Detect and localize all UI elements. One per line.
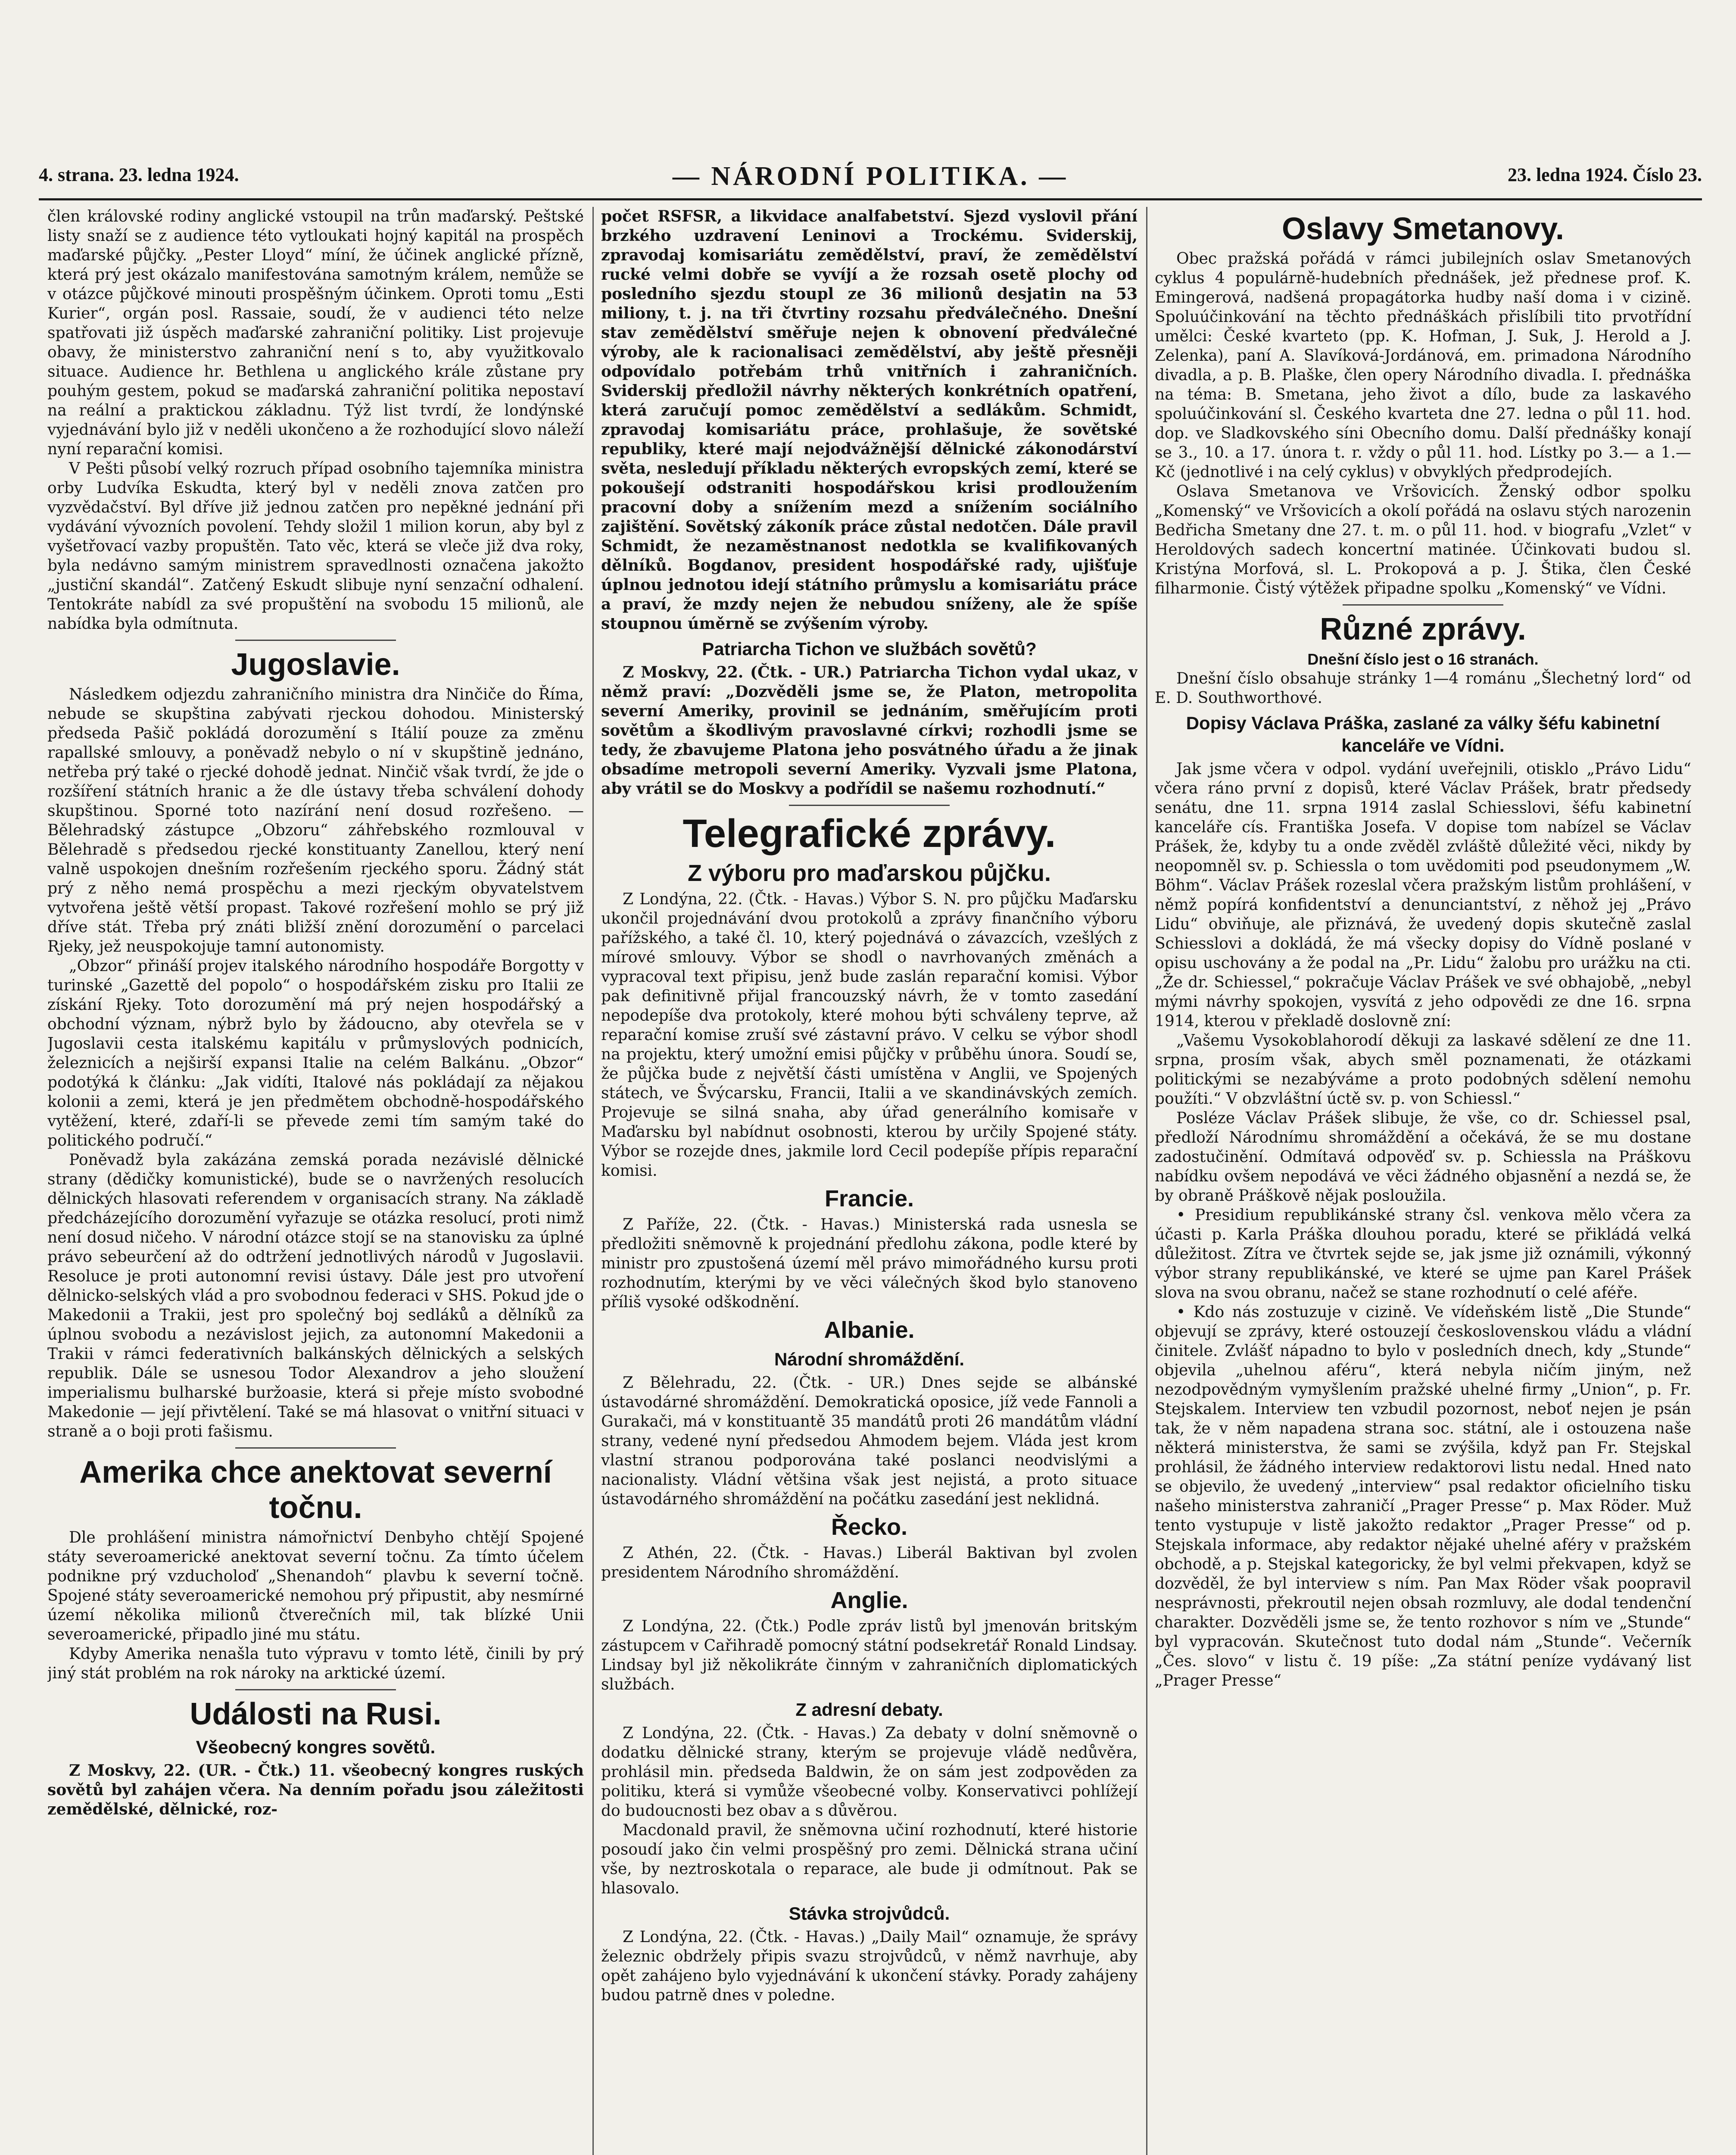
article-continuation: počet RSFSR, a likvidace analfabetství. Sjezd vyslovil přání brzkého uzdravení Leninovi a Trockému. Sviderskij, zpravodaj komisariátu zemědělství, praví, že zemědělství rucké velmi dobře se vyvíjí a že rozsah osetě plochy od posledního sjezdu stoupl ze 36 milionů desjatin na 53 miliony, t. j. na tři čtvrtiny rozsahu předválečného. Dnešní stav zemědělství směřuje nejen k obnovení předválečné výroby, ale k racionalisaci zemědělství, aby ještě přesněji odpovídalo potřebám trhů vnitřních i zahraničních. Sviderskij předložil návrhy některých konkrétních opatření, která zaručují pomoc zemědělství a sedlákům. Schmidt, zpravodaj komisariátu práce, prohlašuje, že sovětské republiky, které mají nejodvážnější dělnické zákonodárství světa, nesledují příkladu některých evropských zemí, které se pokoušejí odstraniti hospodářskou krisi prodloužením pracovní doby a snížením mezd a snížením sociálního zajištění. Sovětský zákoník práce zůstal nedotčen. Dále pravil Schmidt, že nezaměstnanost nedotkla se kvalifikovaných dělníků. Bogdanov, president hospodářské rady, ujišťuje úplnou jednotou idejí státního průmyslu a komisariátu práce a praví, že mzdy nejen že nebudou sníženy, ale že spíše stoupnou úměrně se zvýšením výroby. (601, 207, 1138, 633)
column-separator (1146, 207, 1147, 2155)
paragraph: Z Moskvy, 22. (UR. - Čtk.) 11. všeobecný kongres ruských sovětů byl zahájen včera. Na denním pořadu jsou záležitosti zemědělské, dělnické, roz- (47, 1761, 584, 1818)
paragraph: Obec pražská pořádá v rámci jubilejních oslav Smetanových cyklus 4 populárně-hudebních přednášek, jež přednese prof. K. Emingerová, nadšená propagátorka hudby naší doma i v cizině. Spoluúčinkování na těchto přednáškách přislíbili tito prvotřídní umělci: České kvarteto (pp. K. Hofman, J. Suk, J. Herold a J. Zelenka), paní A. Slavíková-Jordánová, em. primadona Národního divadla, a p. B. Plaške, člen opery Národního divadla. I. přednáška na téma: B. Smetana, jeho život a dílo, bude za laskavého spoluúčinkování sl. Českého kvarteta dne 27. ledna o půl 11. hod. dop. ve Sladkovského síni Obecního domu. Další přednášky konají se 3., 10. a 17. února t. r. vždy o půl 11. hod. Lístky po 3.— a 1.— Kč (jednotlivé i na celý cyklus) v obvyklých předprodejích. (1155, 250, 1691, 481)
heading-anglie: Anglie. (830, 1587, 908, 1613)
heading-jugoslavie: Jugoslavie. (231, 647, 400, 682)
paragraph: Poněvadž byla zakázána zemská porada nezávislé dělnické strany (dědičky komunistické), bude se o navržených resolucích dělnických hlasovati referendem v organisacích strany. Na základě předcházejícího dorozumění vyřazuje se otázka resolucí, proti nimž není dosud ničeho. V národní otázce stojí se na stanovisku za úplné právo sebeurčení až do odtržení jednotlivých národů v Jugoslavii. Resoluce je proti autonomní revisi ústavy. Dále jest pro utvoření dělnicko-selských vlád a pro svobodnou federaci v SHS. Pokud jde o Makedonii a Trakii, jest pro společný boj sedláků a dělníků za úplnou svobodu a nezávislost jejich, za autonomní Makedonii a Trakii v rámci federativních balkánských dělnických a selských republik. Dále se usnesou Todor Alexandrov a jeho sloužení imperialismu bulharské buržoasie, která si přeje místo svobodné Makedonie — její přivtělení. Také se má hlasovat o vnitřní situaci v straně a o boji proti fašismu. (47, 1151, 584, 1440)
paragraph: • Presidium republikánské strany čsl. venkova mělo včera za účasti p. Karla Práška dlouhou poradu, které se přikládá velká důležitost. Zítra ve čtvrtek sejde se, jak jsme již oznámili, výkonný výbor strany republikánské, ve které se ujme pan Karel Prášek slova na svou obranu, načež se stane rozhodnutí o celé aféře. (1155, 1206, 1691, 1302)
subheading-madarska-pujcka: Z výboru pro maďarskou půjčku. (688, 860, 1051, 886)
subheading-stavka-strojvudcu: Stávka strojvůdců. (789, 1903, 950, 1924)
issue-number-date: 23. ledna 1924. Číslo 23. (1507, 164, 1702, 185)
column-2 (601, 207, 1138, 2155)
paragraph: Z Moskvy, 22. (Čtk. - UR.) Patriarcha Tichon vydal ukaz, v němž praví: „Dozvěděli jsme se, že Platon, metropolita severní Ameriky, provinil se jednáním, směřujícím proti sovětům a škodlivým pravoslavné církvi; rozhodli jsme se tedy, že zbavujeme Platona jeho posvátného úřadu a že jinak obsadíme metropoli severní Ameriky. Vyzvali jsme Platona, aby vrátil se do Moskvy a podřídil se našemu rozhodnutí.“ (601, 663, 1138, 798)
paragraph: Jak jsme včera v odpol. vydání uveřejnili, otisklo „Právo Lidu“ včera ráno první z dopisů, které Václav Prášek, bratr předsedy senátu, dne 11. srpna 1914 zaslal Schiesslovi, šéfu kabinetní kanceláře cís. Františka Josefa. V dopise tom nabízel se Václav Prášek, že, kdyby tu a onde zvěděl zvláště důležité věci, nikdy by neopomněl sv. p. Schiessla o tom uvědomiti pod pseudonymem „W. Böhm“. Václav Prášek rozeslal včera pražským listům prohlášení, v němž popírá konfidentství a denunciantství, z něhož jej „Právo Lidu“ obviňuje, ale přiznává, že uvedený dopis skutečně zaslal Schiesslovi a dokládá, že má všecky dopisy do Vídně poslané v opisu uschovány a že podal na „Pr. Lidu“ žalobu pro urážku na cti. „Že dr. Schiessel,“ pokračuje Václav Prášek ve své obhajobě, „nebyl mými návrhy spokojen, vysvítá z jeho odpovědi ze dne 16. srpna 1914, kterou v překladě doslovně zní: (1155, 760, 1691, 1030)
paragraph: Z Londýna, 22. (Čtk. - Havas.) Za debaty v dolní sněmovně o dodatku dělnické strany, kterým se projevuje vládě nedůvěra, prohlásil min. předseda Baldwin, že on sám jest zodpověden za politiku, která si vymůže všeobecné volby. Konservativci pohlížejí do budoucnosti bez obav a s důvěrou. (601, 1724, 1138, 1820)
paragraph: Z Athén, 22. (Čtk. - Havas.) Liberál Baktivan byl zvolen presidentem Národního shromáždění. (601, 1544, 1138, 1581)
paragraph: V Pešti působí velký rozruch případ osobního tajemníka ministra orby Ludvíka Eskudta, který byl v neděli znova zatčen pro vyzvědačství. Byl dříve již jednou zatčen pro nepěkné jednání při vydávání vývozních povolení. Tehdy složil 1 milion korun, aby byl z vyšetřovací vazby propuštěn. Tato věc, která se vleče již dva roky, byla nedávno samým ministrem spravedlnosti označena jakožto „justiční skandál“. Zatčený Eskudt slibuje nyní senzační odhalení. Tentokráte nabídl za své propuštění na svobodu 15 milionů, ale nabídka byla odmítnuta. (47, 460, 584, 633)
newspaper-title: — NÁRODNÍ POLITIKA. — (672, 162, 1069, 191)
paragraph: Z Paříže, 22. (Čtk. - Havas.) Ministerská rada usnesla se předložiti sněmovně k projednání předlohu zákona, podle které by ministr pro zpustošená území měl právo mimořádného kursu proti rozhodnutím, kterými by ve věci válečných škod bylo stanoveno příliš vysoké odškodnění. (601, 1216, 1138, 1311)
divider (235, 640, 396, 641)
subheading-narodni-shromazdeni: Národní shromáždění. (774, 1349, 965, 1369)
divider (235, 1447, 396, 1449)
subheading-kongres: Všeobecný kongres sovětů. (196, 1737, 436, 1757)
column-separator (592, 207, 594, 2155)
column-3 (1155, 207, 1691, 2155)
heading-patriarcha-tichon: Patriarcha Tichon ve službách sovětů? (702, 639, 1037, 659)
divider (789, 805, 950, 806)
paragraph: • Kdo nás zostuzuje v cizině. Ve vídeňském listě „Die Stunde“ objevují se zprávy, které ostouzejí československou vládu a vládní činitele. Zvlášť nápadno to bylo v posledních dnech, kdy „Stunde“ objevila „uhelnou aféru“, která nebyla ničím jiným, než nezodpovědným vymyšlením pražské uhelné firmy „Union“, p. Fr. Stejskalem. Interview ten vzbudil pozornost, neboť nejen je psán tak, že v něm napadena strana soc. státní, ale i ostouzena naše některá ministerstva, že sami se zvýšila, když pan Fr. Stejskal prohlásil, že žádného interview redaktorovi listu nedal. Hned nato se objevilo, že uvedený „interview“ psal redaktor oficielního tisku našeho ministerstva zahraničí „Prager Presse“ p. Max Röder. Muž tento vystupuje v listě jakožto redaktor „Prager Presse“ od p. Stejskala informace, aby redaktor nějaké uhelné aféry v pražském obchodě, a p. Stejskal kategoricky, že byl velmi překvapen, když se dozvěděl, že byl interview s ním. Pan Max Röder však poopravil nesprávnosti, překroutil nejen obsah rozmluvy, ale dodal tendenční charakter. Dozvěděli jsme se, že tento rozhovor s ním ve „Stunde“ byl vypracován. Skutečnost tuto dodal nám „Stunde“. Večerník „Čes. slovo“ v listu č. 19 píše: „Za státní peníze vydávaný list „Prager Presse“ (1155, 1303, 1691, 1690)
masthead-rule (39, 198, 1702, 200)
paragraph: Následkem odjezdu zahraničního ministra dra Ninčiče do Říma, nebude se skupština zabývati rjeckou dohodou. Ministerský předseda Pašič pokládá dorozumění s Itálií pouze za změnu rapallské smlouvy, a poněvadž nebylo o ní v skupštině jednáno, netřeba prý také o rjecké dohodě jednat. Ninčič však tvrdí, že jde o rozšíření státních hranic a že dle ústavy třeba schválení dohody skupštinou. Sporné toto nazírání není dosud rozřešeno. — Bělehradský zástupce „Obzoru“ záhřebského rozmlouval v Bělehradě s předsedou rjecké konstituanty Zanellou, který není valně uspokojen dnešním rozřešením rjeckého sporu. Žádný stát prý z něho nemá prospěchu a mezi rjeckým obyvatelstvem vytvořena ještě větší propast. Takové rozřešení mohlo se prý již dříve stát. Třeba prý znáti bližší znění dorozumění o parcelaci Rjeky, jež neuspokojuje tamní autonomisty. (47, 686, 584, 956)
paragraph: Dnešní číslo obsahuje stránky 1—4 románu „Šlechetný lord“ od E. D. Southworthové. (1155, 670, 1691, 707)
masthead (39, 164, 1702, 194)
paragraph: Dle prohlášení ministra námořnictví Denbyho chtějí Spojené státy severoamerické anektovat severní točnu. Za tímto účelem podnikne prý vzducholoď „Shenandoh“ plavbu k severní točně. Spojené státy severoamerické nemohou prý připustit, aby nesmírné území několika milionů čtverečních mil, tak blízké Unii severoamerické, připadlo jiné mu státu. (47, 1529, 584, 1643)
divider (235, 1689, 396, 1690)
paragraph: Z Bělehradu, 22. (Čtk. - UR.) Dnes sejde se albánské ústavodárné shromáždění. Demokratická oposice, jíž vede Fannoli a Gurakači, má v konstituantě 35 mandátů proti 26 mandátům vládní strany, vedené nyní předsedou Ahmodem bejem. Vláda jest krom vlastní stranou podporována také poslanci neodvislými a nacionalisty. Vládní většina však jest nejistá, a proto situace ústavodárného shromáždění na počátku zasedání jest neklidná. (601, 1374, 1138, 1508)
column-1 (47, 207, 584, 2155)
heading-albanie: Albanie. (824, 1317, 915, 1343)
heading-amerika: Amerika chce anektovat severní točnu. (79, 1455, 552, 1525)
paragraph: Oslava Smetanova ve Vršovicích. Ženský odbor spolku „Komenský“ ve Vršovicích a okolí pořádá na oslavu stých narozenin Bedřicha Smetany dne 27. t. m. o půl 11. hod. v biografu „Vzlet“ v Heroldových sadech koncertní matinée. Účinkovati budou sl. Kristýna Morfová, sl. L. Prokopová a p. J. Štika, člen České filharmonie. Čistý výtěžek připadne spolku „Komenský“ ve Vídni. (1155, 483, 1691, 597)
heading-ruzne-zpravy: Různé zprávy. (1320, 612, 1526, 646)
page-number-date: 4. strana. 23. ledna 1924. (39, 164, 239, 185)
subheading-adresni-debaty: Z adresní debaty. (795, 1699, 943, 1720)
heading-francie: Francie. (824, 1186, 914, 1212)
paragraph: Posléze Václav Prášek slibuje, že vše, co dr. Schiessel psal, předloží Národnímu shromáždění a očekává, že se mu dostane zadostučinění. Odmítavá odpověď sv. p. Schiessla na Práškovu nabídku ovšem nepodává ve věci žádného objasnění a nezdá se, že by obraně Práškově nějak posloužila. (1155, 1109, 1691, 1205)
paragraph: Z Londýna, 22. (Čtk.) Podle zpráv listů byl jmenován britským zástupcem v Cařihradě pomocný státní podsekretář Ronald Lindsay. Lindsay byl již několikráte činným v zahraničních diplomatických službách. (601, 1618, 1138, 1693)
paragraph: „Obzor“ přináší projev italského národního hospodáře Borgotty v turinské „Gazettě del popolo“ o hospodářském zisku pro Italii ze získání Rjeky. Toto dorozumění má prý nejen hospodářský a obchodní význam, nýbrž bylo by žádoucno, aby otevřela se v Jugoslavii cesta italskému kapitálu v průmyslových podnicích, železnicích a nejširší expansi Italie na celém Balkánu. „Obzor“ podotýká k článku: „Jak vidíti, Italové nás pokládají za nějakou kolonii a zemi, která je jen předmětem obchodně-hospodářského vytěžení, které, zdaří-li se převede zemi tím samým také do politického područí.“ (47, 957, 584, 1149)
notice-page-count: Dnešní číslo jest o 16 stranách. (1307, 650, 1539, 668)
heading-telegraficke-zpravy: Telegrafické zprávy. (683, 812, 1056, 856)
paragraph: Macdonald pravil, že sněmovna učiní rozhodnutí, které historie posoudí jako čin velmi prospěšný pro zemi. Dělnická strana učiní vše, by neztroskotala o reparace, ale bude ji odmítnout. Pak se hlasovalo. (601, 1821, 1138, 1897)
heading-recko: Řecko. (831, 1514, 908, 1540)
paragraph: Kdyby Amerika nenašla tuto výpravu v tomto létě, činili by prý jiný stát problém na rok nároky na arktické území. (47, 1645, 584, 1682)
paragraph: „Vašemu Vysokoblahorodí děkuji za laskavé sdělení ze dne 11. srpna, prosím však, abych směl poznamenati, že otázkami politickými se nezabýváme a proto podobných sdělení nemohu použíti.“ V obzvláštní úctě sv. p. von Schiessl.“ (1155, 1032, 1691, 1108)
paragraph: Z Londýna, 22. (Čtk. - Havas.) Výbor S. N. pro půjčku Maďarsku ukončil projednávání dvou protokolů a zprávy finančního výboru pařížského, a také čl. 10, který pojednává o závazcích, vzešlých z mírové smlouvy. Výbor se shodl o navrhovaných změnách a vypracoval text připisu, jenž bude zaslán reparační komisi. Výbor pak definitivně přijal francouzský návrh, že v tomto zasedání nepodepíše dva protokoly, které mohou býti schváleny teprve, až reparační komise zruší své zástavní právo. V celku se výbor shodl na projektu, který umožní emisi půjčky v průběhu února. Soudí se, že půjčka bude z největší části umístěna v Anglii, ve Spojených státech, ve Švýcarsku, Francii, Italii a ve skandinávských zemích. Projevuje se silná snaha, aby úřad generálního komisaře v Maďarsku byl nabídnut osobnosti, kterou by určily Spojené státy. Výbor se rozejde dnes, jakmile lord Cecil podepíše přípis reparační komisi. (601, 890, 1138, 1180)
paragraph: Z Londýna, 22. (Čtk. - Havas.) „Daily Mail“ oznamuje, že správy železnic obdržely připis svazu strojvůdců, v němž navrhuje, aby opět zahájeno bylo vyjednávání k ukončení stávky. Porady zahájeny budou patrně dnes v poledne. (601, 1928, 1138, 2004)
divider (1343, 604, 1504, 606)
heading-udalosti-na-rusi: Události na Rusi. (190, 1697, 442, 1731)
heading-dopisy-praska: Dopisy Václava Práška, zaslané za války šéfu kabinetní kanceláře ve Vídni. (1186, 713, 1660, 756)
article-continuation: člen královské rodiny anglické vstoupil na trůn maďarský. Peštské listy snaží se z audience této vytloukati hojný kapitál na prospěch maďarské půjčky. „Pester Lloyd“ míní, že účinek anglické přízně, která prý jest okázalo manifestována samotným králem, nemůže se v otázce půjčkové minouti prospěšným účinkem. Oproti tomu „Esti Kurier“, orgán posl. Rassaie, soudí, že v audienci této nelze spatřovati již úspěch maďarské zahraniční politiky. List projevuje obavy, že ministerstvo zahraniční není s to, aby využitkovalo situace. Audience hr. Bethlena u anglického krále zůstane pry pouhým gestem, pokud se maďarská zahraniční politika nepostaví na reální a praktickou základnu. Týž list tvrdí, že londýnské vyjednávání bylo již v neděli ukončeno a že rozhodující slovo náleží nyní reparační komisi. (47, 208, 584, 458)
heading-oslavy-smetanovy: Oslavy Smetanovy. (1282, 212, 1564, 246)
